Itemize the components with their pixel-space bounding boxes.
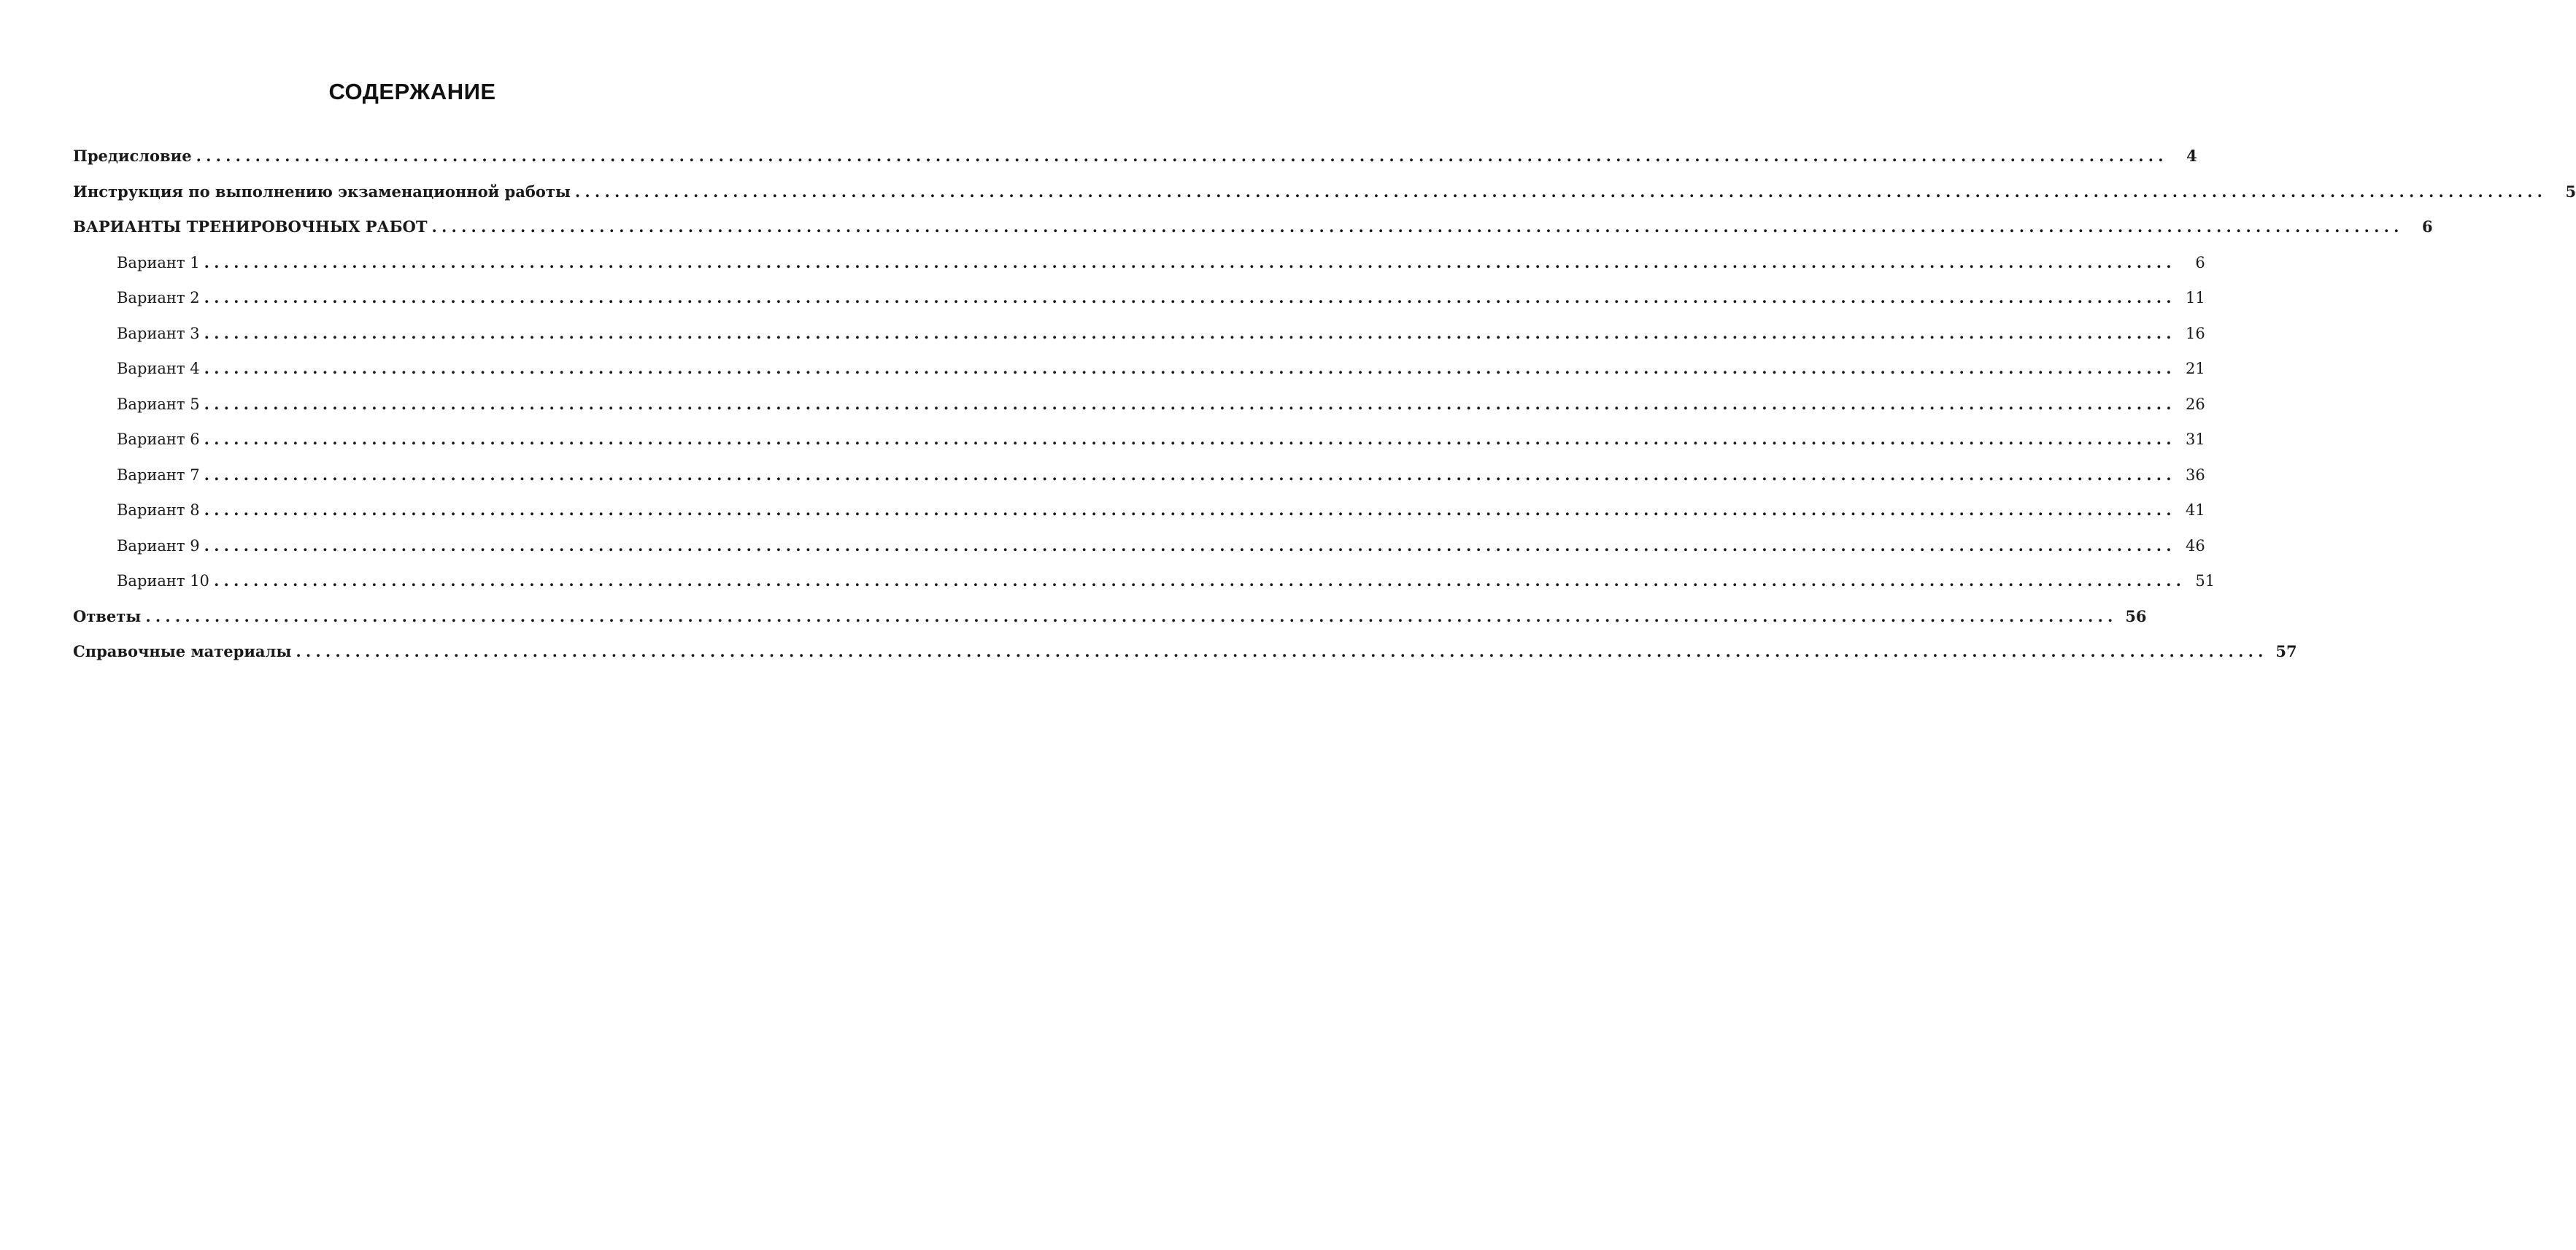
dot-leader: ........................................................................................................................................................................................................: [204, 430, 2176, 448]
toc-entry-page: 26: [2186, 395, 2205, 413]
toc-entry-variant-3[interactable]: [73, 323, 2205, 360]
toc-entry-label: Инструкция по выполнению экзаменационной работы: [73, 182, 571, 201]
toc-entry-page: 41: [2186, 501, 2205, 519]
dot-leader: ........................................................................................................................................................................................................: [196, 147, 2168, 165]
toc-entry-label: ВАРИАНТЫ ТРЕНИРОВОЧНЫХ РАБОТ: [73, 217, 428, 236]
toc-entry-page: 11: [2186, 289, 2205, 306]
toc-entry-page: 36: [2186, 466, 2205, 484]
toc-entry-label: Вариант 9: [117, 536, 200, 555]
dot-leader: ........................................................................................................................................................................................................: [204, 359, 2176, 377]
toc-entry-instructions[interactable]: [73, 182, 2576, 218]
toc-entry-label: Предисловие: [73, 147, 192, 165]
toc-entry-variant-4[interactable]: [73, 359, 2205, 395]
dot-leader: ........................................................................................................................................................................................................: [204, 394, 2176, 413]
dot-leader: ........................................................................................................................................................................................................: [204, 252, 2176, 271]
dot-leader: ........................................................................................................................................................................................................: [431, 217, 2404, 236]
toc-entry-label: Справочные материалы: [73, 642, 292, 660]
toc-entry-label: Вариант 8: [117, 501, 200, 519]
toc-entry-answers[interactable]: [73, 606, 2147, 643]
dot-leader: ........................................................................................................................................................................................................: [204, 465, 2176, 484]
table-of-contents: [73, 147, 2576, 678]
toc-entry-label: Ответы: [73, 606, 142, 625]
toc-entry-reference-materials[interactable]: [73, 642, 2297, 678]
toc-entry-variant-9[interactable]: [73, 536, 2205, 572]
toc-entry-page: 56: [2125, 606, 2147, 625]
toc-entry-variant-10[interactable]: [73, 571, 2216, 607]
toc-entry-page: 5: [2565, 182, 2576, 201]
dot-leader: ........................................................................................................................................................................................................: [574, 182, 2548, 201]
dot-leader: ........................................................................................................................................................................................................: [213, 571, 2186, 590]
toc-entry-page: 46: [2186, 536, 2205, 555]
toc-entry-variant-8[interactable]: [73, 501, 2205, 536]
toc-entry-label: Вариант 3: [117, 324, 200, 342]
toc-entry-variant-1[interactable]: [73, 252, 2205, 289]
toc-entry-page: 6: [2195, 253, 2205, 271]
dot-leader: ........................................................................................................................................................................................................: [204, 536, 2176, 555]
dot-leader: ........................................................................................................................................................................................................: [296, 642, 2268, 660]
toc-entry-page: 31: [2186, 431, 2205, 448]
toc-entry-page: 6: [2422, 217, 2433, 236]
toc-entry-label: Вариант 7: [117, 466, 200, 484]
toc-entry-variant-5[interactable]: [73, 394, 2205, 431]
toc-entry-page: 21: [2186, 360, 2205, 377]
dot-leader: ........................................................................................................................................................................................................: [204, 501, 2176, 519]
toc-entry-label: Вариант 5: [117, 395, 200, 413]
toc-entry-preface[interactable]: [73, 147, 2197, 182]
dot-leader: ........................................................................................................................................................................................................: [204, 323, 2176, 342]
toc-entry-page: 57: [2275, 642, 2297, 660]
page-title: СОДЕРЖАНИЕ: [328, 79, 496, 104]
toc-entry-label: Вариант 10: [117, 572, 209, 590]
toc-entry-page: 4: [2186, 147, 2197, 165]
dot-leader: ........................................................................................................................................................................................................: [204, 288, 2176, 306]
toc-entry-label: Вариант 1: [117, 253, 200, 271]
toc-entry-label: Вариант 2: [117, 289, 200, 306]
toc-entry-label: Вариант 4: [117, 360, 200, 377]
toc-entry-page: 16: [2186, 324, 2205, 342]
dot-leader: ........................................................................................................................................................................................................: [145, 606, 2118, 625]
toc-entry-page: 51: [2195, 572, 2216, 590]
toc-entry-variant-2[interactable]: [73, 288, 2205, 324]
toc-entry-variant-6[interactable]: [73, 430, 2205, 466]
toc-entry-training-variants[interactable]: [73, 217, 2433, 253]
toc-entry-variant-7[interactable]: [73, 465, 2205, 501]
toc-entry-label: Вариант 6: [117, 431, 200, 448]
